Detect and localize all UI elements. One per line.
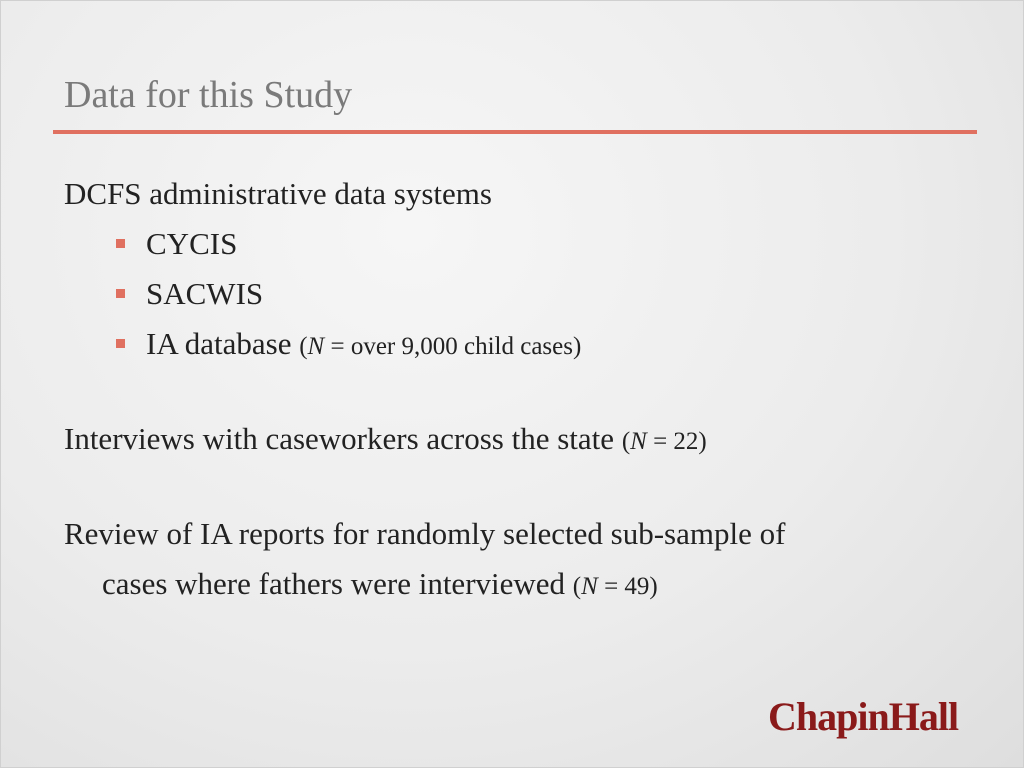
square-bullet-icon (116, 289, 125, 298)
point-ia-reports-text-line1: Review of IA reports for randomly selected sub-sample of (64, 516, 786, 551)
point-admin-data-text: DCFS administrative data systems (64, 176, 492, 211)
point-interviews-text: Interviews with caseworkers across the state (64, 421, 622, 456)
admin-data-sub-list (64, 219, 964, 372)
sub-item-cycis (116, 219, 964, 269)
point-admin-data (64, 169, 964, 219)
spacer (64, 467, 964, 509)
slide-body (64, 169, 964, 612)
note-n: N (307, 333, 325, 360)
note-suffix: = over 9,000 child cases) (324, 333, 582, 360)
point-ia-reports-text-line2: cases where fathers were interviewed (102, 566, 573, 601)
slide-title: Data for this Study (64, 74, 353, 116)
square-bullet-icon (116, 339, 125, 348)
sub-item-ia-database (116, 319, 964, 372)
ia-reports-count-note (573, 573, 658, 600)
chapin-hall-logo: ChapinHall (768, 694, 959, 739)
point-interviews (64, 414, 964, 467)
interviews-count-note (622, 428, 707, 455)
note-prefix: ( (572, 573, 582, 600)
note-prefix: ( (299, 333, 308, 360)
sub-item-ia-database-text: IA database (146, 326, 300, 361)
note-n: N (581, 573, 598, 600)
sub-item-sacwis-text: SACWIS (146, 276, 264, 311)
title-divider (53, 130, 977, 134)
point-ia-reports-line2 (64, 559, 964, 612)
sub-item-sacwis (116, 269, 964, 319)
note-n: N (630, 428, 647, 455)
note-prefix: ( (621, 428, 631, 455)
point-ia-reports-line1 (64, 509, 964, 559)
spacer (64, 372, 964, 414)
note-suffix: = 49) (597, 573, 658, 600)
square-bullet-icon (116, 239, 125, 248)
note-suffix: = 22) (646, 428, 707, 455)
ia-database-count-note (299, 333, 581, 360)
sub-item-cycis-text: CYCIS (146, 226, 238, 261)
